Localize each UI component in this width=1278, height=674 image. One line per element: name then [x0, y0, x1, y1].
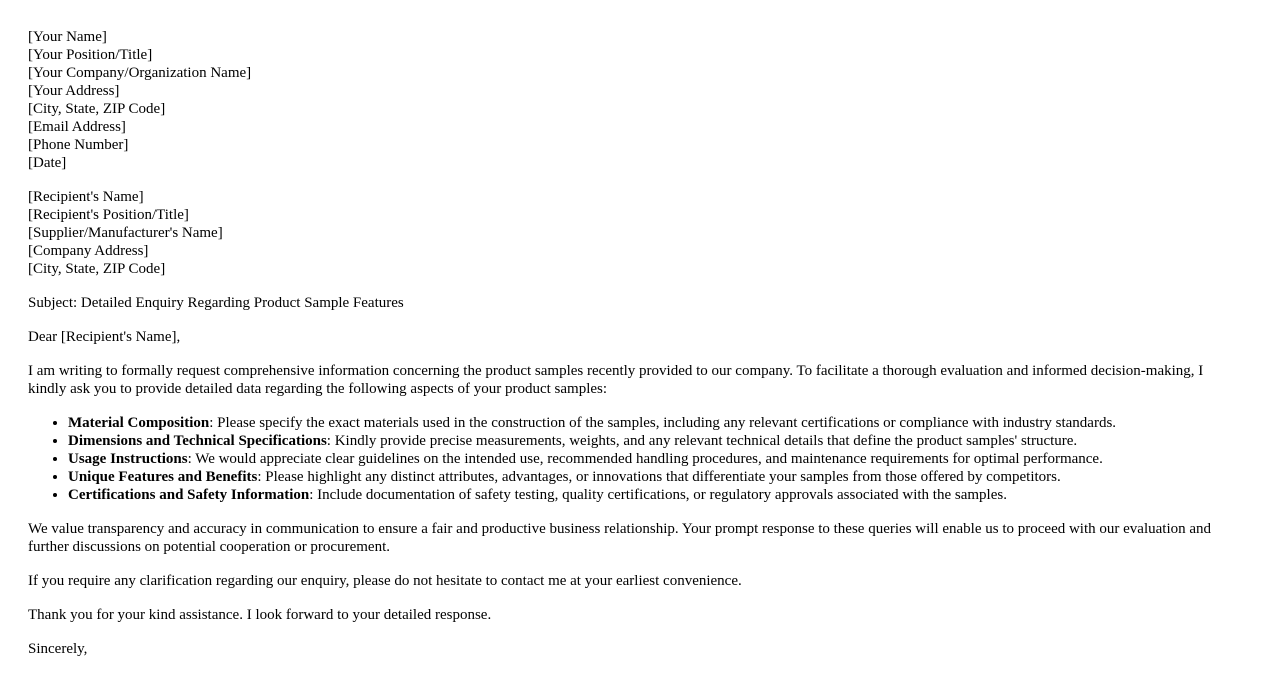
list-item-text: : Include documentation of safety testing, quality certifications, or regulatory approvals associated with the samples. — [309, 487, 1007, 503]
clarification-paragraph: If you require any clarification regarding our enquiry, please do not hesitate to contact me at your earliest convenience. — [28, 573, 742, 589]
sender-address-block — [28, 28, 1228, 172]
list-item-text: : Kindly provide precise measurements, weights, and any relevant technical details that define the product samples' structure. — [326, 433, 1078, 449]
list-item — [68, 414, 1228, 432]
list-item — [68, 486, 1228, 504]
recipient-address-block — [28, 188, 1228, 278]
feature-request-list — [28, 414, 1228, 504]
list-item-term: Material Composition — [68, 415, 210, 431]
list-item-term: Usage Instructions — [68, 451, 188, 467]
intro-paragraph: I am writing to formally request comprehensive information concerning the product samples recently provided to our company. To facilitate a thorough evaluation and informed decision-making, I kindly ask you to provide detailed data regarding the following aspects of your product samples: — [28, 363, 1204, 397]
letter-date: [Date] — [28, 155, 67, 171]
sender-company: [Your Company/Organization Name] — [28, 65, 252, 81]
recipient-name: [Recipient's Name] — [28, 189, 144, 205]
list-item-term: Dimensions and Technical Specifications — [68, 433, 327, 449]
sender-address: [Your Address] — [28, 83, 120, 99]
sender-city-state-zip: [City, State, ZIP Code] — [28, 101, 166, 117]
recipient-address: [Company Address] — [28, 243, 149, 259]
list-item-term: Certifications and Safety Information — [68, 487, 310, 503]
list-item-text: : Please highlight any distinct attributes, advantages, or innovations that differentiate your samples from those offered by competitors. — [257, 469, 1061, 485]
value-paragraph: We value transparency and accuracy in communication to ensure a fair and productive business relationship. Your prompt response to these queries will enable us to proceed with our evaluation and further discussions on potential cooperation or procurement. — [28, 521, 1212, 555]
recipient-company: [Supplier/Manufacturer's Name] — [28, 225, 223, 241]
subject-line: Subject: Detailed Enquiry Regarding Product Sample Features — [28, 295, 404, 311]
list-item-text: : We would appreciate clear guidelines on the intended use, recommended handling procedures, and maintenance requirements for optimal performance. — [187, 451, 1103, 467]
letter — [28, 28, 1228, 674]
recipient-city-state-zip: [City, State, ZIP Code] — [28, 261, 166, 277]
sender-name: [Your Name] — [28, 29, 107, 45]
list-item-term: Unique Features and Benefits — [68, 469, 258, 485]
closing: Sincerely, — [28, 641, 88, 657]
list-item-text: : Please specify the exact materials used in the construction of the samples, including any relevant certifications or compliance with industry standards. — [209, 415, 1117, 431]
list-item — [68, 450, 1228, 468]
sender-position: [Your Position/Title] — [28, 47, 153, 63]
list-item — [68, 468, 1228, 486]
sender-email: [Email Address] — [28, 119, 126, 135]
sender-phone: [Phone Number] — [28, 137, 129, 153]
salutation: Dear [Recipient's Name], — [28, 329, 181, 345]
recipient-position: [Recipient's Position/Title] — [28, 207, 189, 223]
thanks-paragraph: Thank you for your kind assistance. I look forward to your detailed response. — [28, 607, 492, 623]
list-item — [68, 432, 1228, 450]
